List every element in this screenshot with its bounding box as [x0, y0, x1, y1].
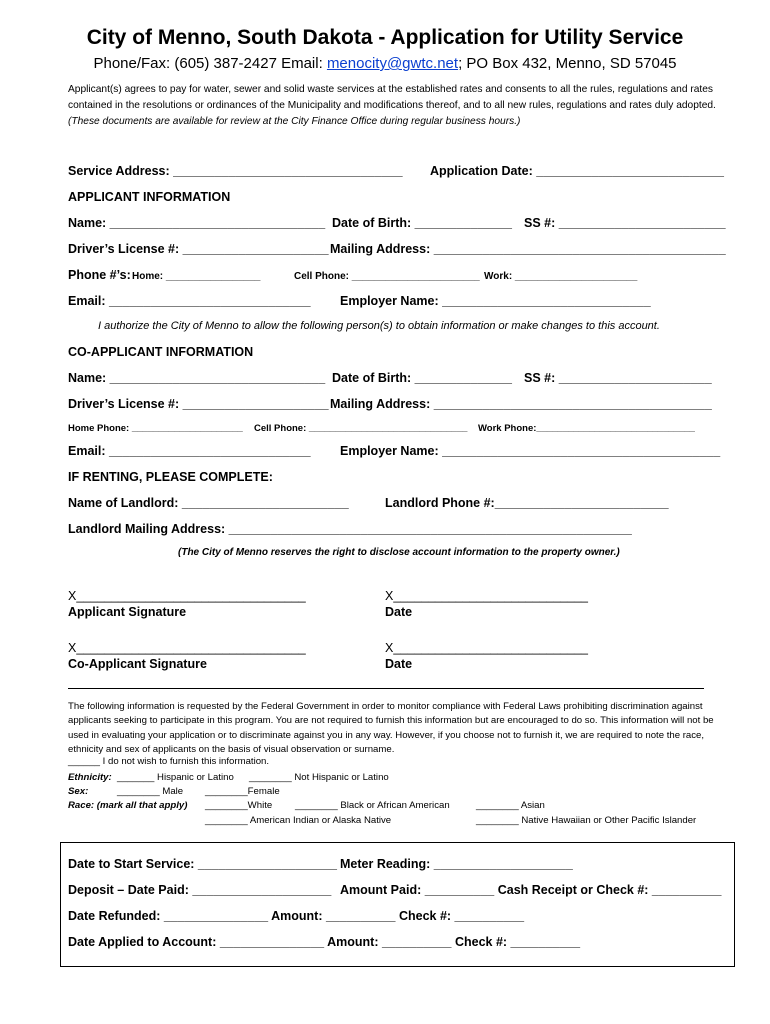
applicant-ss-field[interactable]: SS #: ________________________: [524, 216, 726, 230]
amount-paid-field[interactable]: Amount Paid: __________ Cash Receipt or Check #: __________: [340, 883, 722, 897]
start-service-field[interactable]: Date to Start Service: ____________________: [68, 857, 337, 871]
contact-line: [0, 55, 770, 72]
applicant-email-field[interactable]: Email: _____________________________: [68, 294, 311, 308]
deposit-date-field[interactable]: Deposit – Date Paid: ____________________: [68, 883, 332, 897]
renting-heading: IF RENTING, PLEASE COMPLETE:: [68, 470, 273, 484]
applicant-signature-label: Applicant Signature: [68, 605, 187, 619]
landlord-name-field[interactable]: Name of Landlord: ________________________: [68, 496, 349, 510]
applicant-name-field[interactable]: Name: _______________________________: [68, 216, 326, 230]
coapplicant-date-label: Date: [385, 657, 413, 671]
applicant-mailing-field[interactable]: Mailing Address: __________________________________________: [330, 242, 726, 256]
applicant-work-phone-field[interactable]: Work: ______________________: [484, 271, 638, 282]
applicant-cell-phone-field[interactable]: Cell Phone: _______________________: [294, 271, 480, 282]
phone-text: Phone/Fax: (605) 387-2427 Email:: [93, 55, 327, 72]
date-applied-field[interactable]: Date Applied to Account: _______________ Amount: __________ Check #: __________: [68, 935, 581, 949]
coapplicant-home-phone-field[interactable]: Home Phone: _____________________: [68, 423, 243, 434]
coapplicant-heading: CO-APPLICANT INFORMATION: [68, 345, 254, 359]
coapplicant-cell-phone-field[interactable]: Cell Phone: ______________________________: [254, 423, 468, 434]
race-label: Race: (mark all that apply): [68, 800, 188, 811]
not-hispanic-option[interactable]: ________ Not Hispanic or Latino: [249, 772, 389, 783]
coapplicant-mailing-field[interactable]: Mailing Address: ________________________________________: [330, 397, 712, 411]
coapplicant-ss-field[interactable]: SS #: ______________________: [524, 371, 712, 385]
male-option[interactable]: ________ Male: [117, 786, 184, 797]
asian-option[interactable]: ________ Asian: [476, 800, 545, 811]
meter-reading-field[interactable]: Meter Reading: ____________________: [340, 857, 573, 871]
applicant-heading: APPLICANT INFORMATION: [68, 190, 231, 204]
applicant-signature-line[interactable]: X_________________________________: [68, 589, 306, 603]
disclosure-note: (The City of Menno reserves the right to disclose account information to the property owner.): [178, 547, 620, 558]
applicant-date-line[interactable]: X____________________________: [385, 589, 588, 603]
applicant-home-phone-field[interactable]: Home: _________________: [132, 271, 261, 282]
coapplicant-dob-field[interactable]: Date of Birth: ______________: [332, 371, 512, 385]
coapplicant-date-line[interactable]: X____________________________: [385, 641, 588, 655]
pacific-islander-option[interactable]: ________ Native Hawaiian or Other Pacific Islander: [476, 815, 697, 826]
landlord-mailing-field[interactable]: Landlord Mailing Address: __________________________________________________________: [68, 522, 632, 536]
applicant-employer-field[interactable]: Employer Name: ______________________________: [340, 294, 651, 308]
ethnicity-label: Ethnicity:: [68, 772, 112, 783]
coapplicant-signature-line[interactable]: X_________________________________: [68, 641, 306, 655]
intro-italic-text: (These documents are available for review at the City Finance Office during regular business hours.): [68, 116, 521, 127]
service-address-field[interactable]: Service Address: _________________________________: [68, 164, 403, 178]
intro-paragraph: [68, 82, 718, 130]
native-american-option[interactable]: ________ American Indian or Alaska Native: [205, 815, 392, 826]
date-refunded-field[interactable]: Date Refunded: _______________ Amount: __________ Check #: __________: [68, 909, 525, 923]
coapplicant-signature-label: Co-Applicant Signature: [68, 657, 207, 671]
female-option[interactable]: ________Female: [205, 786, 280, 797]
application-date-field[interactable]: Application Date: ___________________________: [430, 164, 724, 178]
coapplicant-work-phone-field[interactable]: Work Phone:______________________________: [478, 423, 695, 434]
no-wish-option[interactable]: ______ I do not wish to furnish this information.: [68, 756, 270, 767]
coapplicant-name-field[interactable]: Name: _______________________________: [68, 371, 326, 385]
applicant-license-field[interactable]: Driver’s License #: _____________________: [68, 242, 329, 256]
coapplicant-employer-field[interactable]: Employer Name: ________________________________________: [340, 444, 721, 458]
email-link[interactable]: menocity@gwtc.net: [326, 55, 459, 72]
address-text: ; PO Box 432, Menno, SD 57045: [458, 55, 677, 72]
sex-label: Sex:: [68, 786, 89, 797]
coapplicant-email-field[interactable]: Email: _____________________________: [68, 444, 311, 458]
landlord-phone-field[interactable]: Landlord Phone #:_________________________: [385, 496, 669, 510]
form-title: City of Menno, South Dakota - Application for Utility Service: [86, 26, 684, 49]
applicant-date-label: Date: [385, 605, 413, 619]
applicant-dob-field[interactable]: Date of Birth: ______________: [332, 216, 512, 230]
intro-text: Applicant(s) agrees to pay for water, sewer and solid waste services at the established rates and consents to all the rules, regulations and rates contained in the resolutions or ordinances of the Municipality and modifications thereof, and to all new rules, regulations and rates duly adopted.: [68, 84, 716, 111]
federal-notice: The following information is requested by the Federal Government in order to monitor compliance with Federal Laws prohibiting discrimination against applicants seeking to participate in this program. You are not required to furnish this information but are encouraged to do so. This information will not be used in evaluating your application or to discriminate against you in any way. However, if you choose not to furnish it, we are required to note the race, ethnicity and sex of applicants on the basis of visual observation or surname.: [68, 701, 714, 755]
authorization-note: I authorize the City of Menno to allow the following person(s) to obtain information or make changes to this account.: [98, 320, 660, 332]
hispanic-option[interactable]: _______ Hispanic or Latino: [117, 772, 234, 783]
black-option[interactable]: ________ Black or African American: [295, 800, 450, 811]
white-option[interactable]: ________White: [205, 800, 273, 811]
coapplicant-license-field[interactable]: Driver’s License #: _____________________: [68, 397, 329, 411]
applicant-phones-label: Phone #’s:: [68, 268, 131, 282]
divider-line: [68, 688, 704, 689]
